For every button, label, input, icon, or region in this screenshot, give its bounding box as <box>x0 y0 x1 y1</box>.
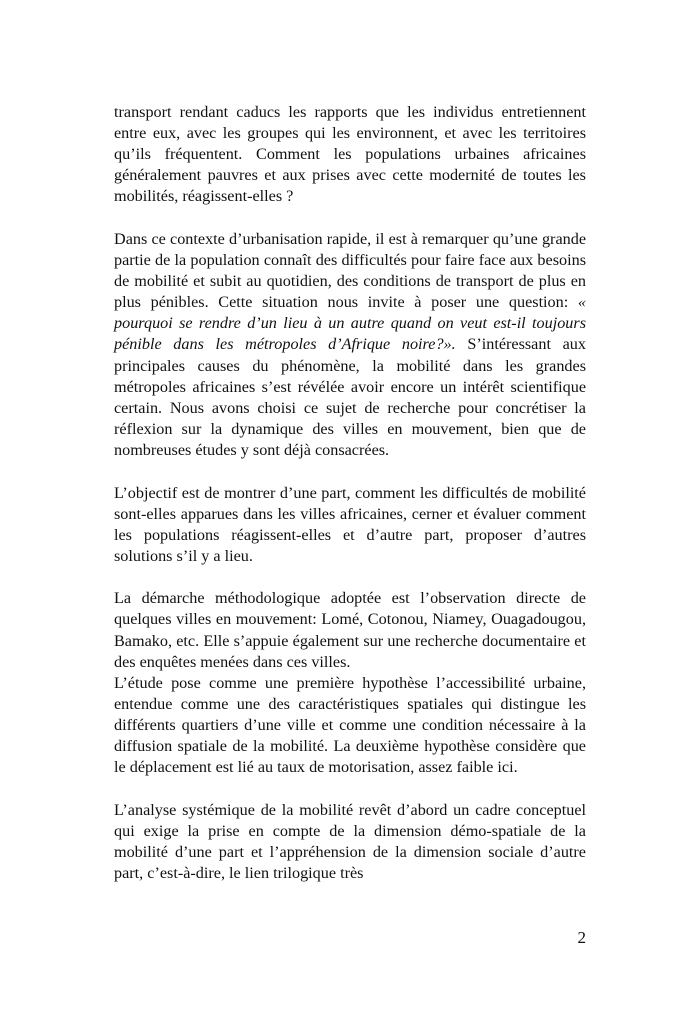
paragraph-urbanisation-context <box>114 229 586 461</box>
paragraph-gap <box>114 461 586 483</box>
paragraph-transport-modernity: transport rendant caducs les rapports que les individus entretiennent entre eux, avec les groupes qui les environnent, et avec les territoires qu’ils fréquentent. Comment les populations urbaines africaines généralement pauvres et aux prises avec cette modernité de toutes les mobilités, réagissent-elles ? <box>114 103 586 206</box>
paragraph-text-after-question: S’intéressant aux principales causes du phénomène, la mobilité dans les grandes métropoles africaines s’est révélée avoir encore un intérêt scientifique certain. Nous avons choisi ce sujet de recherche pour concrétiser la réflexion sur la dynamique des villes en mouvement, bien que de nombreuses études y sont déjà consacrées. <box>114 335 586 459</box>
page-number: 2 <box>577 928 586 947</box>
paragraph-hypotheses: L’étude pose comme une première hypothèse l’accessibilité urbaine, entendue comme une des caractéristiques spatiales qui distingue les différents quartiers d’une ville et comme une condition nécessaire à la diffusion spatiale de la mobilité. La deuxième hypothèse considère que le déplacement est lié au taux de motorisation, assez faible ici. <box>114 673 586 777</box>
body-text <box>114 102 586 884</box>
paragraph-gap <box>114 778 586 800</box>
paragraph-objective: L’objectif est de montrer d’une part, comment les difficultés de mobilité sont-elles apparues dans les villes africaines, cerner et évaluer comment les populations réagissent-elles et d’autre part, proposer d’autres solutions s’il y a lieu. <box>114 483 586 565</box>
paragraph-gap <box>114 567 586 589</box>
research-question: « pourquoi se rendre d’un lieu à un autre quand on veut est-il toujours pénible dans les métropoles d’Afrique noire?». <box>114 293 586 354</box>
paragraph-methodology: La démarche méthodologique adoptée est l’observation directe de quelques villes en mouvement: Lomé, Cotonou, Niamey, Ouagadougou, Bamako, etc. Elle s’appuie également sur une recherche documentaire et des enquêtes menées dans ces villes. <box>114 589 586 671</box>
paragraph-systemic-analysis: L’analyse systémique de la mobilité revêt d’abord un cadre conceptuel qui exige la prise en compte de la dimension démo-spatiale de la mobilité d’une part et l’appréhension de la dimension sociale d’autre part, c’est-à-dire, le lien trilogique très <box>114 800 586 882</box>
paragraph-text-before-question: Dans ce contexte d’urbanisation rapide, il est à remarquer qu’une grande partie de la population connaît des difficultés pour faire face aux besoins de mobilité et subit au quotidien, des conditions de transport de plus en plus pénibles. Cette situation nous invite à poser une question: <box>114 229 586 312</box>
paragraph-gap <box>114 207 586 229</box>
